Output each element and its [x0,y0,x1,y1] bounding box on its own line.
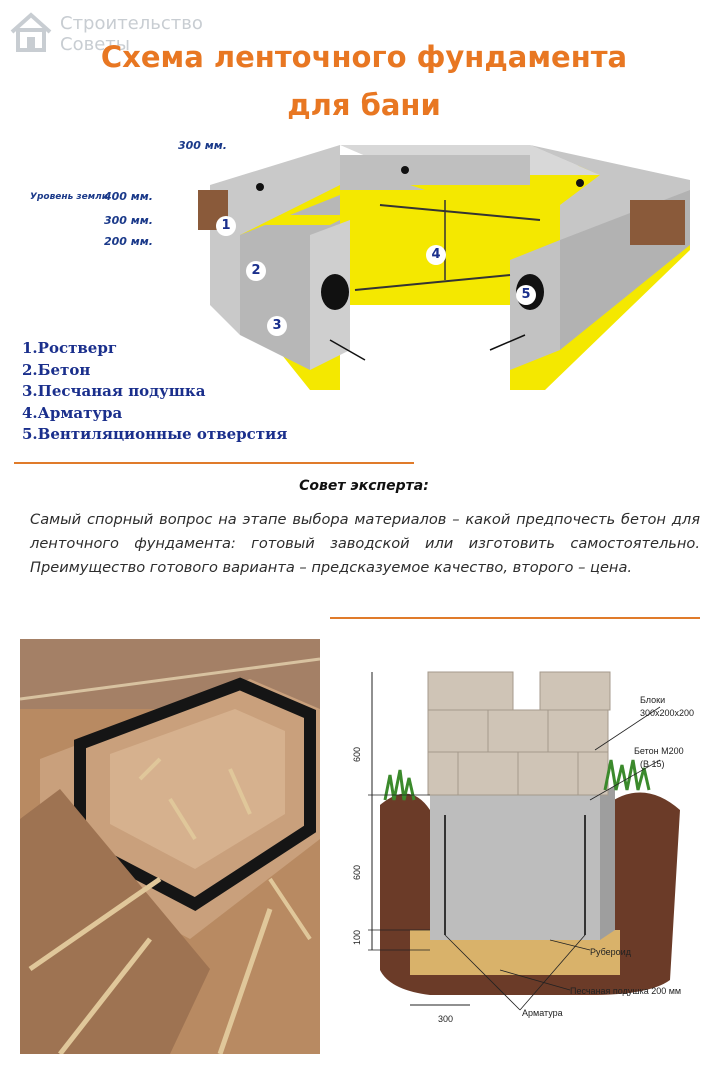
marker-5: 5 [516,285,536,305]
legend-item-sand: 3.Песчаная подушка [22,382,206,400]
label-rebar: Арматура [522,1008,563,1018]
dim-lower-100: 100 [352,929,362,945]
dim-300: 300 мм. [104,214,153,227]
legend-item-rebar: 4.Арматура [22,403,123,422]
dim-top-300: 300 мм. [178,139,227,152]
legend-item-concrete: 2.Бетон [22,360,91,379]
label-sand: Песчаная подушка 200 мм [570,986,682,996]
marker-2: 2 [246,261,266,281]
concrete-strip [430,795,600,940]
dim-400: 400 мм. [104,190,153,203]
page-title-line2: для бани [287,88,441,122]
marker-3: 3 [267,316,287,336]
legend-item-rostwerk: 1.Ростверг [22,339,118,357]
watermark-line1: Строительство [60,13,203,34]
dim-middle-600: 600 [352,864,362,880]
divider-top [14,462,414,464]
label-roofing: Рубероид [590,947,631,957]
advice-text: Самый спорный вопрос на этапе выбора материалов – какой предпочесть бетон для ленточного фундамента: готовый заводской или изготовить самостоятельно. Преимущество готового варианта – предсказуемое качество, второго – цена. [30,511,700,576]
vent-hole-left [321,274,349,310]
label-concrete: Бетон М200 [634,746,684,756]
dim-200: 200 мм. [104,235,153,248]
page-title-line1: Схема ленточного фундамента [100,40,628,74]
rostwerk-brick-right [630,200,685,245]
dim-upper-600: 600 [352,746,362,762]
marker-1: 1 [216,216,236,236]
legend-item-vents: 5.Вентиляционные отверстия [22,425,288,443]
label-concrete-class: (В 15) [640,759,665,769]
label-blocks-size: 300x200x200 [640,708,695,718]
concrete-wall-back-face [340,155,530,190]
divider-bottom [330,617,700,619]
ground-level-label: Уровень земли [30,192,108,202]
label-blocks: Блоки [640,695,666,705]
construction-site-photo [20,639,320,1054]
dim-width-300: 300 [438,1014,454,1024]
watermark-line2: Советы [60,34,130,55]
marker-4: 4 [426,245,446,265]
advice-title: Совет эксперта: [299,478,429,494]
legend [22,338,287,446]
